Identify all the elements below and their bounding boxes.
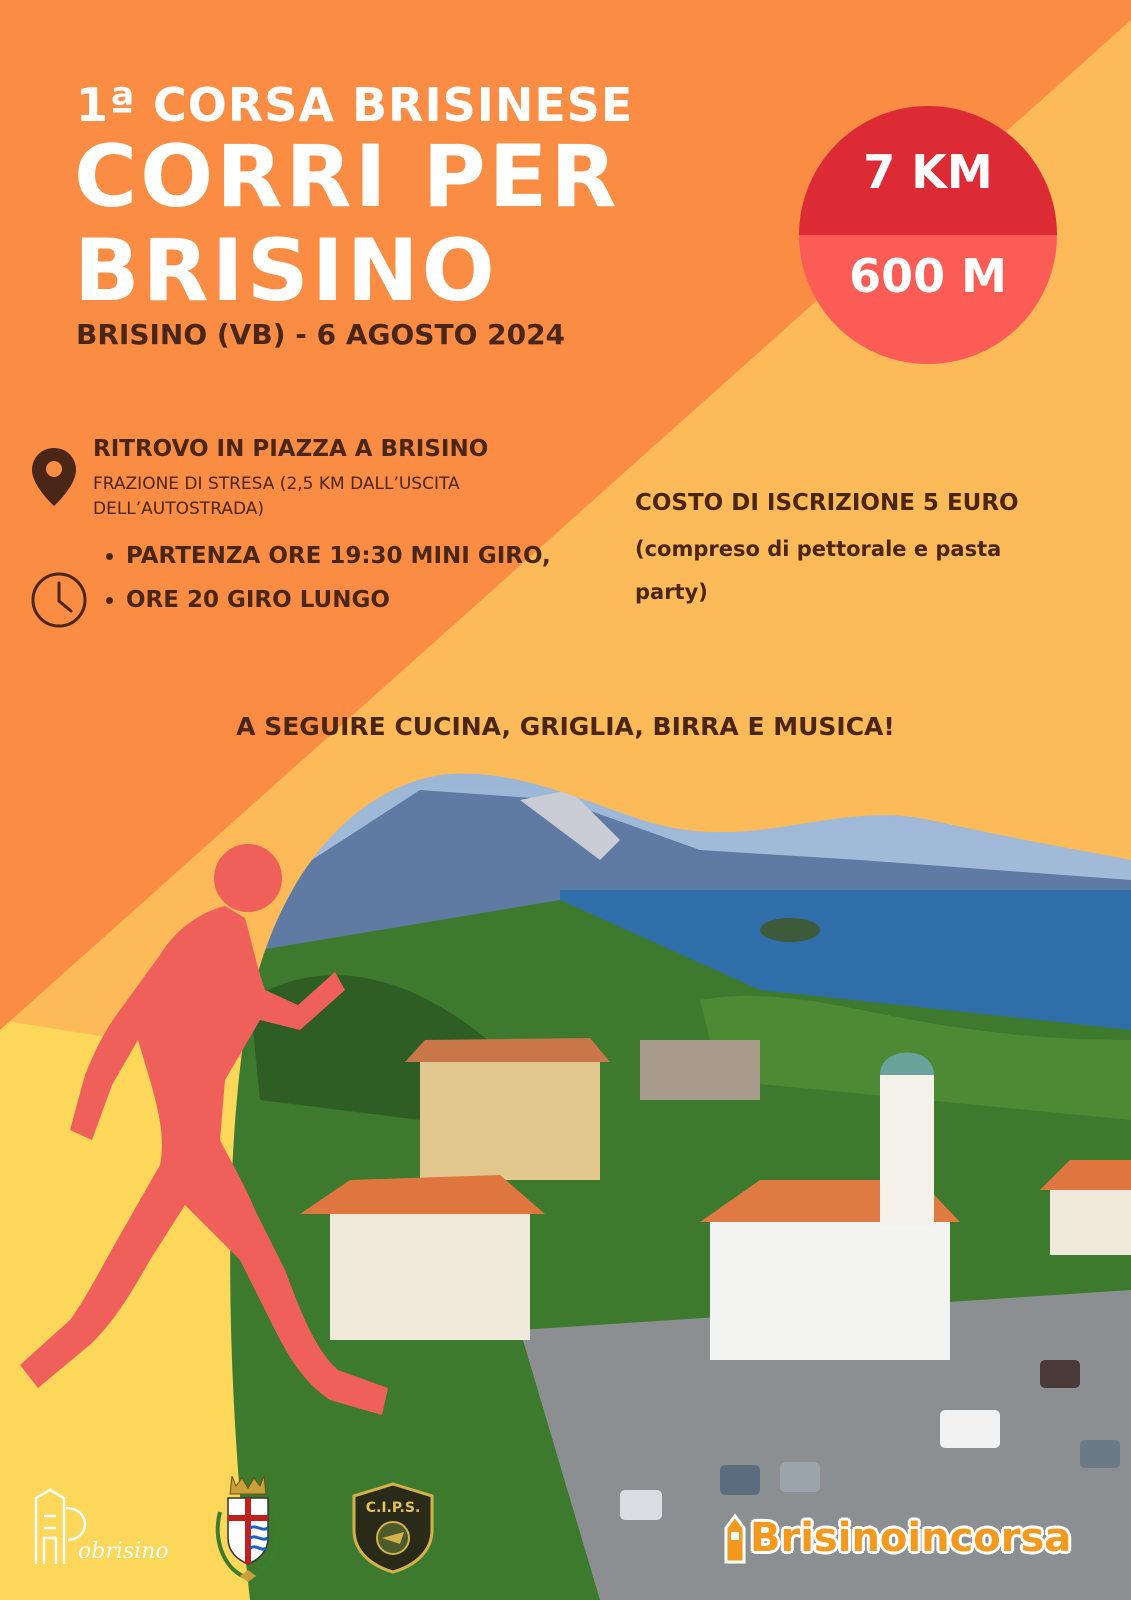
cips-logo	[350, 1482, 436, 1574]
start-time-item: • ORE 20 GIRO LUNGO	[126, 578, 586, 622]
clock-icon	[30, 571, 88, 629]
distance-short-half	[799, 235, 1057, 364]
runner-silhouette	[0, 840, 390, 1460]
registration-cost-title: COSTO DI ISCRIZIONE 5 EURO	[635, 490, 1019, 516]
svg-text:obrisino: obrisino	[78, 1539, 169, 1564]
meeting-point-subtitle: FRAZIONE DI STRESA (2,5 KM DALL’USCITA DELL’AUTOSTRADA)	[93, 474, 460, 519]
meeting-point-title: RITROVO IN PIAZZA A BRISINO	[93, 436, 489, 462]
brand-wordmark: Brisinoincorsa	[750, 1515, 1072, 1561]
distance-long-half	[799, 106, 1057, 235]
race-title-line2: BRISINO	[74, 221, 498, 321]
comune-coat-of-arms	[206, 1472, 290, 1584]
start-time-item: • PARTENZA ORE 19:30 MINI GIRO,	[126, 534, 586, 578]
bell-tower-icon	[720, 1512, 750, 1564]
location-pin-icon	[30, 446, 78, 508]
probrisino-logo	[30, 1488, 180, 1568]
distance-badge	[799, 106, 1057, 364]
place-date: BRISINO (VB) - 6 AGOSTO 2024	[76, 318, 566, 351]
distance-long-label: 7 KM	[863, 145, 993, 199]
start-times-list	[106, 534, 586, 622]
registration-cost-subtitle: (compreso di pettorale e pasta party)	[635, 537, 1002, 604]
svg-text:C.I.P.S.: C.I.P.S.	[365, 1500, 421, 1516]
after-race-note: A SEGUIRE CUCINA, GRIGLIA, BIRRA E MUSICA!	[236, 712, 895, 741]
race-title-line1: CORRI PER	[74, 127, 620, 227]
distance-short-label: 600 M	[849, 249, 1007, 303]
race-subtitle: 1ª CORSA BRISINESE	[76, 78, 634, 132]
